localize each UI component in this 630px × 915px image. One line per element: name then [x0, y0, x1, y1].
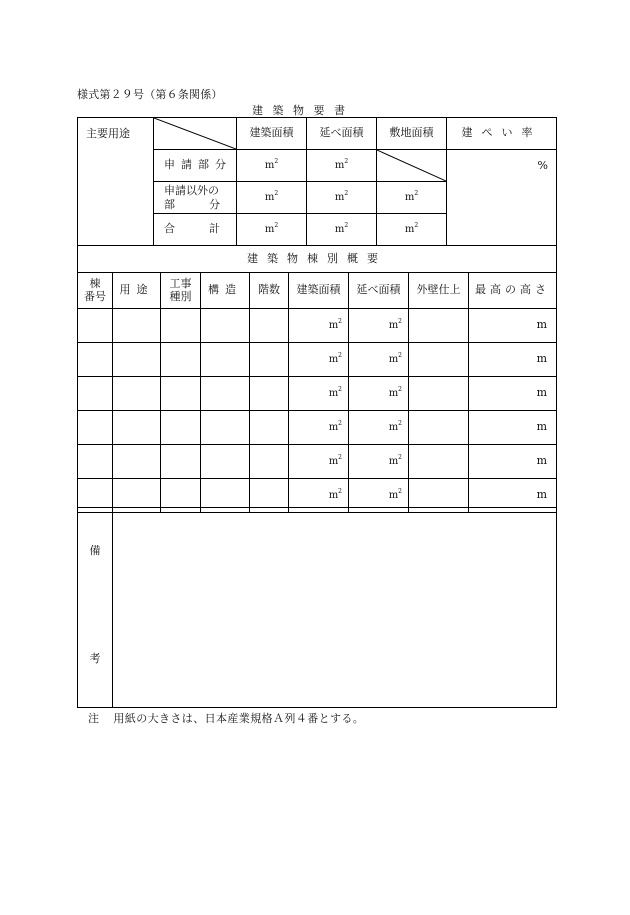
- area-unit-cell: $m^2$: [307, 182, 377, 214]
- total-floor-area-cell[interactable]: $m^2$: [349, 411, 409, 445]
- header-building-area: 建築面積: [289, 273, 349, 309]
- exterior-wall-cell[interactable]: [409, 377, 469, 411]
- structure-cell[interactable]: [201, 309, 250, 343]
- structure-cell[interactable]: [201, 445, 250, 479]
- max-height-cell[interactable]: m: [469, 377, 557, 411]
- exterior-wall-cell[interactable]: [409, 343, 469, 377]
- exterior-wall-cell[interactable]: [409, 445, 469, 479]
- use-cell[interactable]: [113, 309, 161, 343]
- area-unit-cell: $m^2$: [237, 150, 307, 182]
- header-total-floor-area: 延べ面積: [307, 118, 377, 150]
- work-type-cell[interactable]: [161, 411, 201, 445]
- exterior-wall-cell[interactable]: [409, 411, 469, 445]
- building-area-cell[interactable]: $m^2$: [289, 377, 349, 411]
- footnote: 注 用紙の大きさは、日本産業規格Ａ列４番とする。: [88, 712, 365, 725]
- building-area-cell[interactable]: $m^2$: [289, 343, 349, 377]
- building-no-cell[interactable]: [78, 377, 113, 411]
- header-building-no: 棟 番号: [78, 273, 113, 309]
- area-unit-cell: $m^2$: [377, 214, 447, 246]
- area-unit-cell: $m^2$: [237, 214, 307, 246]
- header-total-floor-area: 延べ面積: [349, 273, 409, 309]
- header-max-height: 最高の高さ: [469, 273, 557, 309]
- building-row: [78, 411, 557, 445]
- use-cell[interactable]: [113, 445, 161, 479]
- building-area-cell[interactable]: $m^2$: [289, 479, 349, 513]
- building-row: [78, 343, 557, 377]
- floors-cell[interactable]: [250, 343, 289, 377]
- remarks-table: [77, 507, 557, 708]
- header-work-type: 工事 種別: [161, 273, 201, 309]
- building-area-cell[interactable]: $m^2$: [289, 309, 349, 343]
- max-height-cell[interactable]: m: [469, 309, 557, 343]
- floors-cell[interactable]: [250, 411, 289, 445]
- total-floor-area-cell[interactable]: $m^2$: [349, 309, 409, 343]
- structure-cell[interactable]: [201, 411, 250, 445]
- header-building-area: 建築面積: [237, 118, 307, 150]
- max-height-cell[interactable]: m: [469, 343, 557, 377]
- row-total-label: 合計: [154, 214, 237, 246]
- building-row: [78, 445, 557, 479]
- max-height-cell[interactable]: m: [469, 411, 557, 445]
- header-coverage-ratio: 建ぺい率: [447, 118, 557, 150]
- area-unit-cell: $m^2$: [307, 150, 377, 182]
- row-other-label: 申請以外の 部分: [154, 182, 237, 214]
- building-no-cell[interactable]: [78, 411, 113, 445]
- header-site-area: 敷地面積: [377, 118, 447, 150]
- building-no-cell[interactable]: [78, 445, 113, 479]
- form-number-label: 様式第２９号（第６条関係）: [77, 88, 223, 101]
- area-unit-cell: $m^2$: [307, 214, 377, 246]
- work-type-cell[interactable]: [161, 343, 201, 377]
- building-row: [78, 377, 557, 411]
- total-floor-area-cell[interactable]: $m^2$: [349, 343, 409, 377]
- total-floor-area-cell[interactable]: $m^2$: [349, 479, 409, 513]
- area-unit-cell: $m^2$: [377, 182, 447, 214]
- floors-cell[interactable]: [250, 445, 289, 479]
- building-area-cell[interactable]: $m^2$: [289, 445, 349, 479]
- row-applied-label: 申請部分: [154, 150, 237, 182]
- remarks-field[interactable]: [113, 508, 557, 708]
- diagonal-cell: [377, 150, 447, 182]
- per-building-table: [77, 245, 557, 513]
- use-cell[interactable]: [113, 377, 161, 411]
- use-cell[interactable]: [113, 343, 161, 377]
- building-no-cell[interactable]: [78, 343, 113, 377]
- form-title: 建築物要書: [252, 104, 355, 117]
- structure-cell[interactable]: [201, 377, 250, 411]
- header-exterior-wall: 外壁仕上: [409, 273, 469, 309]
- structure-cell[interactable]: [201, 343, 250, 377]
- header-floors: 階数: [250, 273, 289, 309]
- summary-table: [77, 117, 557, 246]
- main-use-label: 主要用途: [78, 118, 154, 246]
- exterior-wall-cell[interactable]: [409, 309, 469, 343]
- floors-cell[interactable]: [250, 377, 289, 411]
- building-row: [78, 309, 557, 343]
- use-cell[interactable]: [113, 411, 161, 445]
- building-area-cell[interactable]: $m^2$: [289, 411, 349, 445]
- header-structure: 構造: [201, 273, 250, 309]
- per-building-section-title: 建築物棟別概要: [78, 246, 557, 273]
- coverage-ratio-cell: %: [447, 150, 557, 246]
- diagonal-cell: [154, 118, 237, 150]
- total-floor-area-cell[interactable]: $m^2$: [349, 445, 409, 479]
- max-height-cell[interactable]: m: [469, 445, 557, 479]
- remarks-label: 備 考: [78, 508, 113, 708]
- work-type-cell[interactable]: [161, 309, 201, 343]
- work-type-cell[interactable]: [161, 445, 201, 479]
- max-height-cell[interactable]: m: [469, 479, 557, 513]
- floors-cell[interactable]: [250, 309, 289, 343]
- total-floor-area-cell[interactable]: $m^2$: [349, 377, 409, 411]
- work-type-cell[interactable]: [161, 377, 201, 411]
- building-no-cell[interactable]: [78, 309, 113, 343]
- area-unit-cell: $m^2$: [237, 182, 307, 214]
- header-use: 用途: [113, 273, 161, 309]
